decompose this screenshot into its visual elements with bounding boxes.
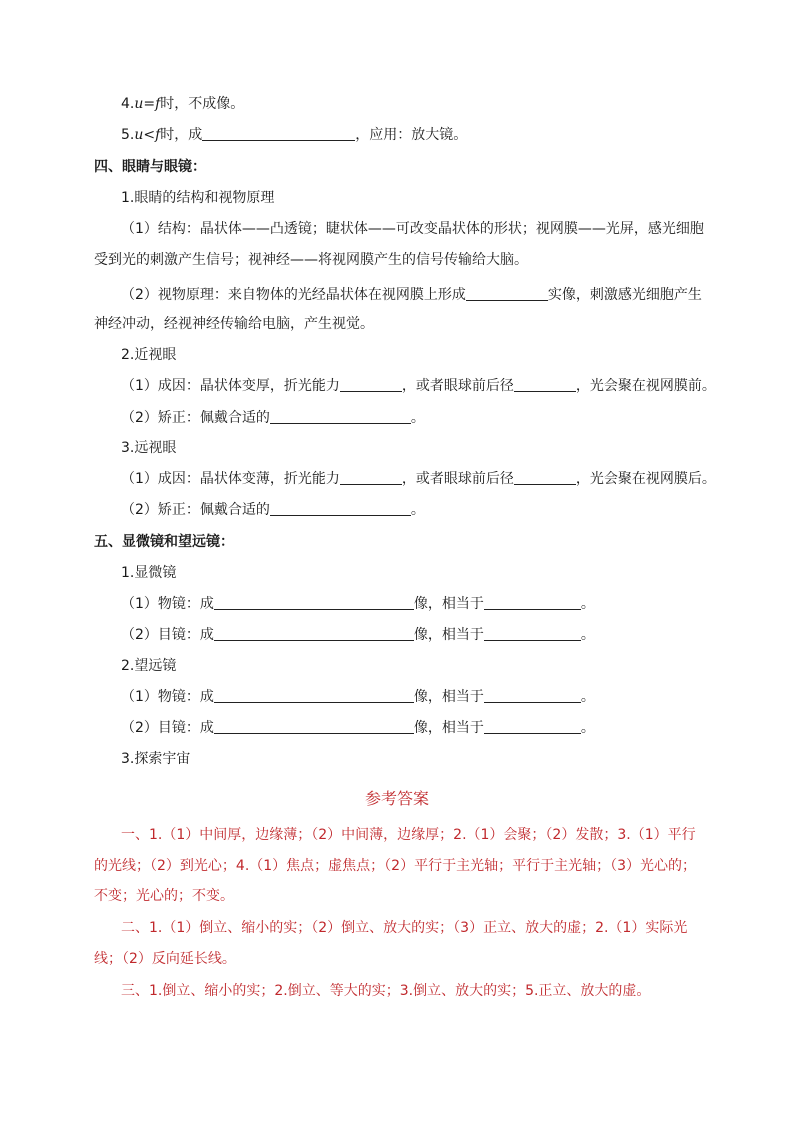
text: （2）视物原理：来自物体的光经晶状体在视网膜上形成: [121, 287, 466, 303]
text: 。: [580, 689, 595, 705]
item-4: [121, 94, 244, 114]
formula: u=f: [134, 96, 161, 112]
fill-blank[interactable]: [214, 719, 414, 734]
paragraph-line: [121, 718, 595, 738]
subsection-title: 1.显微镜: [121, 565, 177, 581]
fill-blank[interactable]: [214, 595, 414, 610]
fill-blank[interactable]: [484, 688, 581, 703]
item-number: 5.: [121, 127, 135, 143]
fill-blank[interactable]: [514, 470, 576, 485]
paragraph-line: [121, 376, 716, 396]
subsection-title: 2.近视眼: [121, 347, 177, 363]
answer-line: 线；（2）反向延长线。: [94, 951, 236, 967]
fill-blank[interactable]: [484, 626, 581, 641]
paragraph-line: [121, 469, 716, 489]
text: （1）成因：晶状体变厚，折光能力: [121, 378, 340, 394]
text: ，或者眼球前后径: [401, 471, 514, 487]
text: （1）成因：晶状体变薄，折光能力: [121, 471, 340, 487]
text: 。: [580, 596, 595, 612]
text: （2）矫正：佩戴合适的: [121, 502, 270, 518]
paragraph-line: （1）结构：晶状体——凸透镜；睫状体——可改变晶状体的形状；视网膜——光屏，感光细胞: [121, 221, 704, 237]
fill-blank[interactable]: [484, 719, 581, 734]
item-5: [121, 125, 467, 145]
text: 像，相当于: [413, 720, 484, 736]
paragraph-line: [121, 285, 702, 305]
paragraph-line: [121, 500, 425, 520]
text: 。: [410, 410, 425, 426]
subsection-title: 3.远视眼: [121, 440, 177, 456]
fill-blank[interactable]: [270, 501, 411, 516]
text: （2）目镜：成: [121, 627, 214, 643]
paragraph-line: 受到光的刺激产生信号；视神经——将视网膜产生的信号传输给大脑。: [94, 252, 528, 268]
fill-blank[interactable]: [214, 626, 414, 641]
subsection-title: 3.探索宇宙: [121, 751, 191, 767]
fill-blank[interactable]: [202, 126, 355, 141]
paragraph-line: [121, 594, 595, 614]
text: ，光会聚在视网膜后。: [575, 471, 716, 487]
text: ，光会聚在视网膜前。: [575, 378, 716, 394]
item-text: 时，不成像。: [160, 96, 245, 112]
item-text: 时，成: [160, 127, 203, 143]
text: 。: [410, 502, 425, 518]
answer-line: 一、1.（1）中间厚，边缘薄；（2）中间薄，边缘厚；2.（1）会聚；（2）发散；3.（1）平行: [121, 827, 696, 843]
paragraph-line: [121, 687, 595, 707]
text: （1）物镜：成: [121, 689, 214, 705]
fill-blank[interactable]: [270, 409, 411, 424]
subsection-title: 2.望远镜: [121, 658, 177, 674]
text: 实像，刺激感光细胞产生: [547, 287, 702, 303]
item-text: ，应用：放大镜。: [355, 127, 468, 143]
section-heading-5: 五、显微镜和望远镜：: [94, 534, 234, 550]
text: 像，相当于: [413, 627, 484, 643]
text: （2）矫正：佩戴合适的: [121, 410, 270, 426]
text: 。: [580, 720, 595, 736]
section-heading-4: 四、眼睛与眼镜：: [94, 159, 206, 175]
text: 。: [580, 627, 595, 643]
answer-line: 不变；光心的；不变。: [94, 888, 234, 904]
text: （1）物镜：成: [121, 596, 214, 612]
text: 像，相当于: [413, 689, 484, 705]
text: （2）目镜：成: [121, 720, 214, 736]
fill-blank[interactable]: [466, 286, 548, 301]
answer-line: 二、1.（1）倒立、缩小的实；（2）倒立、放大的实；（3）正立、放大的虚；2.（1）实际光: [121, 920, 688, 936]
paragraph-line: [121, 625, 595, 645]
subsection-title: 1.眼睛的结构和视物原理: [121, 190, 275, 206]
answer-line: 三、1.倒立、缩小的实；2.倒立、等大的实；3.倒立、放大的实；5.正立、放大的虚。: [121, 983, 651, 999]
fill-blank[interactable]: [484, 595, 581, 610]
text: 像，相当于: [413, 596, 484, 612]
answer-line: 的光线；（2）到光心；4.（1）焦点；虚焦点；（2）平行于主光轴；平行于主光轴；（3）光心的；: [94, 858, 696, 874]
fill-blank[interactable]: [340, 470, 402, 485]
formula: u<f: [134, 127, 161, 143]
answers-title: 参考答案: [364, 789, 429, 808]
text: ，或者眼球前后径: [401, 378, 514, 394]
paragraph-line: [121, 408, 425, 428]
fill-blank[interactable]: [214, 688, 414, 703]
fill-blank[interactable]: [514, 377, 576, 392]
paragraph-line: 神经冲动，经视神经传输给电脑，产生视觉。: [94, 316, 374, 332]
item-number: 4.: [121, 96, 135, 112]
fill-blank[interactable]: [340, 377, 402, 392]
